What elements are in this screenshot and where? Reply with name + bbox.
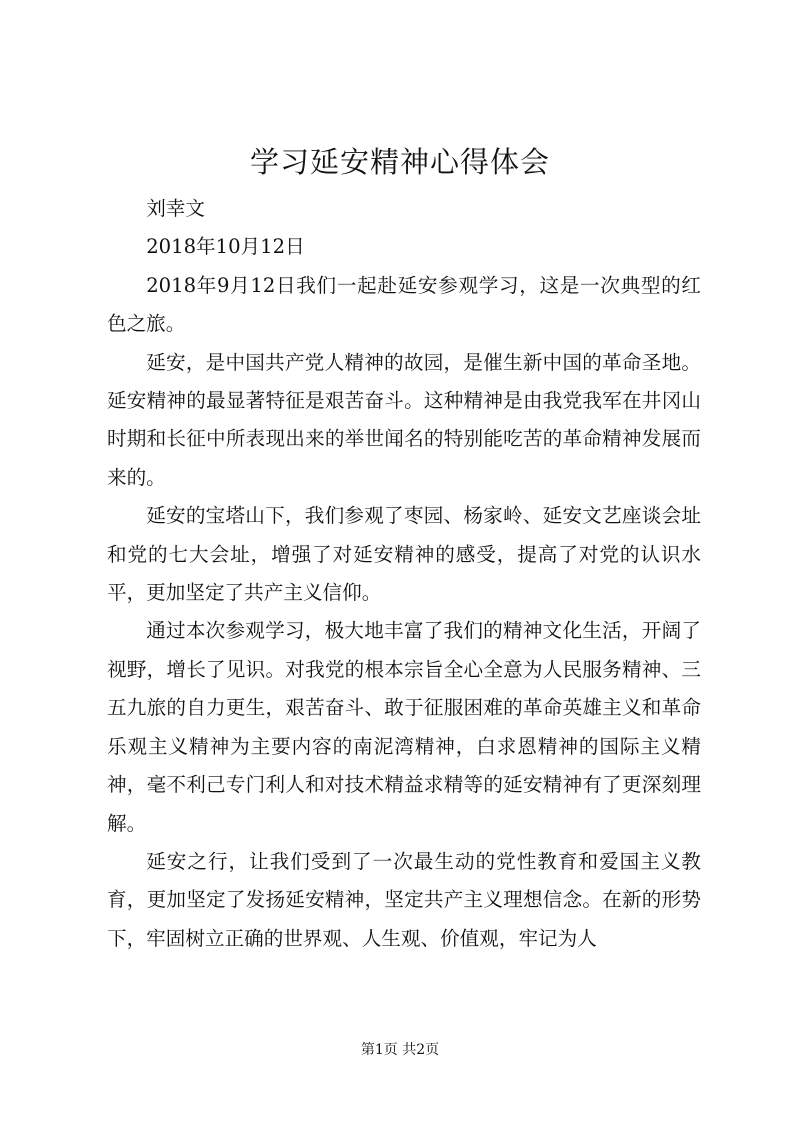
paragraph-5: 延安之行，让我们受到了一次最生动的党性教育和爱国主义教育，更加坚定了发扬延安精神，坚定共产主义理想信念。在新的形势下，牢固树立正确的世界观、人生观、价值观，牢记为人: [107, 849, 701, 950]
paragraph-1: 2018年9月12日我们一起赴延安参观学习，这是一次典型的红色之旅。: [107, 273, 701, 336]
paragraph-3: 延安的宝塔山下，我们参观了枣园、杨家岭、延安文艺座谈会址和党的七大会址，增强了对延安精神的感受，提高了对党的认识水平，更加坚定了共产主义信仰。: [107, 504, 701, 605]
author-line: 刘幸文: [146, 197, 205, 220]
document-body: [107, 190, 701, 958]
date-line: 2018年10月12日: [146, 235, 305, 259]
page-number-footer: 第1页 共2页: [360, 1042, 440, 1058]
paragraph-4: 通过本次参观学习，极大地丰富了我们的精神文化生活，开阔了视野，增长了见识。对我党的根本宗旨全心全意为人民服务精神、三五九旅的自力更生，艰苦奋斗、敢于征服困难的革命英雄主义和革命乐观主义精神为主要内容的南泥湾精神，白求恩精神的国际主义精神，毫不利己专门利人和对技术精益求精等的延安精神有了更深刻理解。: [107, 619, 701, 835]
page-title: 学习延安精神心得体会: [249, 145, 550, 179]
paragraph-2: 延安，是中国共产党人精神的故园，是催生新中国的革命圣地。延安精神的最显著特征是艰苦奋斗。这种精神是由我党我军在井冈山时期和长征中所表现出来的举世闻名的特别能吃苦的革命精神发展而来的。: [107, 350, 701, 489]
